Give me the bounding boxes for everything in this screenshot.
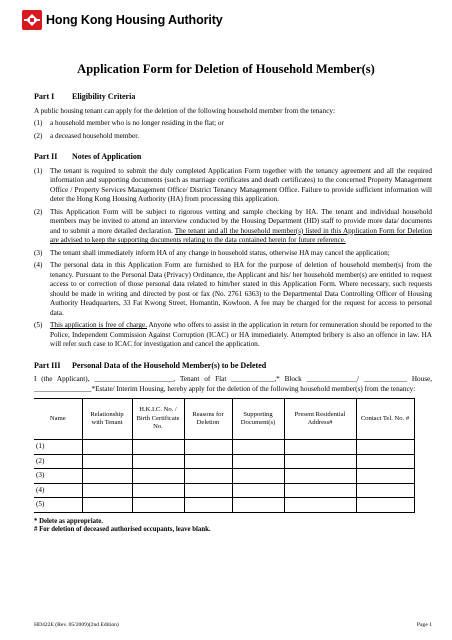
table-cell[interactable] (232, 469, 284, 484)
part3-heading (34, 361, 432, 372)
note-delete: * Delete as appropriate. (34, 517, 103, 525)
page-title: Application Form for Deletion of Household Member(s) (77, 62, 375, 76)
org-name: Hong Kong Housing Authority (46, 13, 223, 27)
table-cell[interactable] (184, 498, 232, 513)
page-footer (34, 622, 432, 628)
table-cell[interactable] (184, 469, 232, 484)
table-cell[interactable] (82, 483, 132, 498)
item-text (50, 321, 432, 350)
part1-intro: A public housing tenant can apply for the deletion of the following household member from the tenancy: (34, 106, 336, 115)
table-cell[interactable] (184, 454, 232, 469)
part2-item (34, 321, 432, 350)
column-header-name: Name (49, 414, 66, 422)
item-number: (2) (34, 131, 43, 140)
table-row (34, 483, 414, 498)
table-cell[interactable] (132, 498, 184, 513)
column-header: Present Residential Address# (284, 399, 356, 440)
part2-item (34, 261, 432, 318)
item-text: a household member who is no longer residing in the flat; or (50, 119, 224, 128)
table-cell[interactable] (132, 440, 184, 455)
row-number[interactable]: (5) (34, 498, 82, 513)
column-header: Supporting Document(s) (232, 399, 284, 440)
table-cell[interactable] (284, 469, 356, 484)
row-number[interactable]: (2) (34, 454, 82, 469)
item-text (50, 208, 432, 246)
item-text: The personal data in this Application Form are furnished to HA for the purpose of deletion of household member(s) from the tenancy. Pursuant to the Personal Data (Privacy) Ordinance, the Applicant and his/ her household member(s) are entitled to request access to or correction of those personal data related to him/her stated in this Application Form. Where necessary, such requests should be made in writing and directed by post or fax (No. 2761 6363) to the Departmental Data Controlling Officer of Housing Authority Headquarters, 33 Fat Kwong Street, Homantin, Kowloon. A fee may be charged for the request for access to personal data. (50, 261, 432, 317)
table-cell[interactable] (132, 454, 184, 469)
table-cell[interactable] (284, 483, 356, 498)
table-cell[interactable] (356, 498, 414, 513)
table-cell[interactable] (184, 440, 232, 455)
table-cell[interactable] (356, 469, 414, 484)
part2-item (34, 249, 432, 259)
part3-title: Personal Data of the Household Member(s) to be Deleted (72, 360, 267, 370)
table-row (34, 440, 414, 455)
table-cell[interactable] (284, 498, 356, 513)
part1-number: Part I (34, 92, 55, 101)
item-text-underlined: This application is free of charge. (50, 321, 148, 330)
table-cell[interactable] (284, 440, 356, 455)
form-code: HD422E (Rev. 05/2009)(2nd Edition) (34, 622, 119, 628)
part2-heading (34, 152, 432, 163)
item-text: The tenant shall immediately inform HA of any change in household status, otherwise HA may cancel the application; (50, 248, 390, 257)
item-text-underlined: The tenant and all the household member(s) listed in this Application Form for Deletion are advised to keep the supporting documents relating to the data contained herein for future reference. (50, 226, 433, 245)
row-number[interactable]: (4) (34, 483, 82, 498)
column-header: H.K.I.C. No. / Birth Certificate No. (132, 399, 184, 440)
hkha-logo-icon (22, 10, 42, 30)
column-header (34, 399, 82, 440)
item-number: (5) (34, 321, 43, 330)
table-cell[interactable] (184, 483, 232, 498)
part2-item (34, 208, 432, 246)
item-text-body: This Application Form will be subject to rigorous vetting and sample checking by HA. The tenant and individual household members may be invited to attend an interview conducted by the Housing Department (HD) staff to provide more data/ documents and to submit a more detailed declaration. (50, 207, 432, 235)
item-number: (4) (34, 261, 43, 270)
item-text: The tenant is required to submit the duly completed Application Form together with the tenancy agreement and all the required information and supporting documents (such as marriage certificates and death certificates) to the concerned Property Management Office / Property Services Management Office/ District Tenancy Management Office. Failure to provide sufficient information will deter the Hong Kong Housing Authority (HA) from processing this application. (50, 166, 432, 204)
table-cell[interactable] (356, 454, 414, 469)
part3-number: Part III (34, 360, 61, 370)
part2-item (34, 167, 432, 205)
applicant-declaration: I (the Applicant), ______________________, Tenant of Flat ____________,* Block ______________/ ____________ House, ________________*Estate/ Interim Housing, hereby apply for the deletion of the following household member(s) from the tenancy: (34, 375, 432, 393)
part1-item (34, 132, 432, 142)
item-text: a deceased household member. (50, 131, 140, 140)
table-cell[interactable] (356, 440, 414, 455)
table-cell[interactable] (232, 440, 284, 455)
table-row (34, 454, 414, 469)
item-number: (1) (34, 166, 43, 175)
table-cell[interactable] (356, 483, 414, 498)
table-header-row (34, 399, 414, 440)
part2-title: Notes of Application (72, 152, 142, 162)
table-notes (34, 518, 432, 536)
part2-number: Part II (34, 152, 58, 162)
table-cell[interactable] (82, 498, 132, 513)
form-content (34, 92, 432, 535)
row-number[interactable]: (3) (34, 469, 82, 484)
part1-heading (34, 92, 432, 103)
table-cell[interactable] (132, 483, 184, 498)
table-cell[interactable] (82, 454, 132, 469)
household-members-table (34, 398, 415, 513)
table-cell[interactable] (82, 469, 132, 484)
column-header: Relationship with Tenant (82, 399, 132, 440)
table-row (34, 469, 414, 484)
row-number[interactable]: (1) (34, 440, 82, 455)
page-number: Page 1 (416, 622, 432, 628)
column-header: Reasons for Deletion (184, 399, 232, 440)
note-deceased: # For deletion of deceased authorised occupants, leave blank. (34, 526, 211, 534)
table-row (34, 498, 414, 513)
part1-title: Eligibility Criteria (72, 92, 136, 101)
column-header: Contact Tel. No. # (356, 399, 414, 440)
table-cell[interactable] (284, 454, 356, 469)
table-cell[interactable] (232, 483, 284, 498)
part1-item (34, 119, 432, 129)
item-number: (3) (34, 248, 43, 257)
table-cell[interactable] (132, 469, 184, 484)
table-cell[interactable] (232, 454, 284, 469)
table-cell[interactable] (82, 440, 132, 455)
item-number: (2) (34, 207, 43, 216)
page-header (22, 10, 223, 30)
item-text-body: Anyone who offers to assist in the application in return for remuneration should be reported to the Police, Independent Commission Against Corruption (ICAC) or HA immediately. Attempted bribery is also an offence in law. HA will refer such case to ICAC for investigation and cancel the application. (50, 321, 432, 349)
table-cell[interactable] (232, 498, 284, 513)
item-number: (1) (34, 119, 43, 128)
